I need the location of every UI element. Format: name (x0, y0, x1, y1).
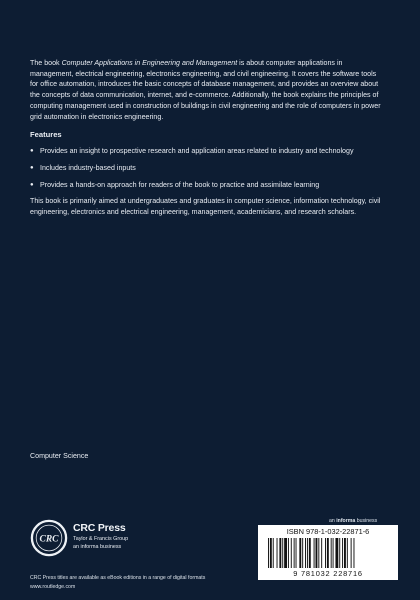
barcode-bar (296, 538, 297, 568)
barcode-bar (316, 538, 318, 568)
barcode-bar (325, 538, 326, 568)
crc-press-logo-icon (30, 519, 68, 557)
publisher-name: CRC Press (73, 522, 126, 534)
barcode-bar (305, 538, 306, 568)
informa-brand: informa (336, 518, 356, 524)
barcode-bar (291, 538, 292, 568)
barcode-bar (307, 538, 308, 568)
informa-label: an informa business (329, 518, 378, 524)
publisher-group: Taylor & Francis Group (73, 536, 129, 542)
barcode-bar (288, 538, 289, 568)
barcode-bar (342, 538, 343, 568)
barcode-image (266, 538, 390, 568)
intro-body: is about computer applications in management, electrical engineering, electronics engineering, and civil engineering. It covers the software tools for office automation, introduces the basic concepts of database management, and provides an overview about the concepts of data communication, internet, and e-commerce. Additionally, the book explains the principles of computing management used in construction of buildings in civil engineering and the role of computers in power grid automation in electronics engineering. (30, 59, 381, 121)
barcode-bar (309, 538, 311, 568)
barcode-bar (339, 538, 340, 568)
ebook-note: CRC Press titles are available as eBook editions in a range of digital formats (30, 575, 206, 581)
features-list (30, 146, 400, 197)
barcode-digits: 9 781032 228716 (293, 569, 363, 578)
barcode-bar (277, 538, 278, 568)
website-link[interactable]: www.routledge.com (30, 584, 76, 590)
bullet-icon: ● (30, 148, 34, 154)
barcode-bar (331, 538, 332, 568)
bullet-icon: ● (30, 182, 34, 188)
barcode-bar (284, 538, 287, 568)
barcode-bar (318, 538, 319, 568)
feature-item (30, 163, 400, 173)
feature-item (30, 146, 400, 156)
bullet-icon: ● (30, 165, 34, 171)
publisher-tagline: an informa business (73, 544, 122, 550)
feature-item (30, 180, 400, 190)
barcode-bar (354, 538, 355, 568)
barcode-bar (335, 538, 338, 568)
barcode-bar (282, 538, 283, 568)
subject-category: Computer Science (30, 452, 89, 460)
audience-paragraph: This book is primarily aimed at undergraduates and graduates in computer science, information technology, civil engineering, electronics and electrical engineering, management, academicians, and research scholars. (30, 197, 381, 216)
barcode-bar (270, 538, 272, 568)
intro-lead: The book (30, 59, 62, 67)
barcode-bar (351, 538, 352, 568)
barcode-bar (333, 538, 334, 568)
publisher-logo (30, 519, 170, 563)
barcode-bar (294, 538, 295, 568)
feature-text: Provides an insight to prospective research and application areas related to industry and technology (40, 147, 354, 155)
barcode-bar (344, 538, 346, 568)
barcode-bar (268, 538, 269, 568)
barcode-bar (279, 538, 281, 568)
barcode-bar (321, 538, 322, 568)
isbn-label: ISBN 978-1-032-22871-6 (286, 527, 370, 536)
barcode-bar (327, 538, 329, 568)
barcode-bar (299, 538, 301, 568)
barcode-bar (347, 538, 348, 568)
logo-monogram: CRC (39, 534, 59, 545)
intro-paragraph (30, 58, 386, 122)
barcode-bar (273, 538, 274, 568)
barcode-bar (314, 538, 315, 568)
book-title: Computer Applications in Engineering and Management (61, 59, 238, 67)
features-heading: Features (30, 130, 62, 139)
feature-text: Provides a hands-on approach for readers of the book to practice and assimilate learning (40, 181, 320, 189)
barcode-box (258, 525, 398, 580)
barcode-bar (302, 538, 303, 568)
feature-text: Includes industry-based inputs (40, 164, 136, 172)
